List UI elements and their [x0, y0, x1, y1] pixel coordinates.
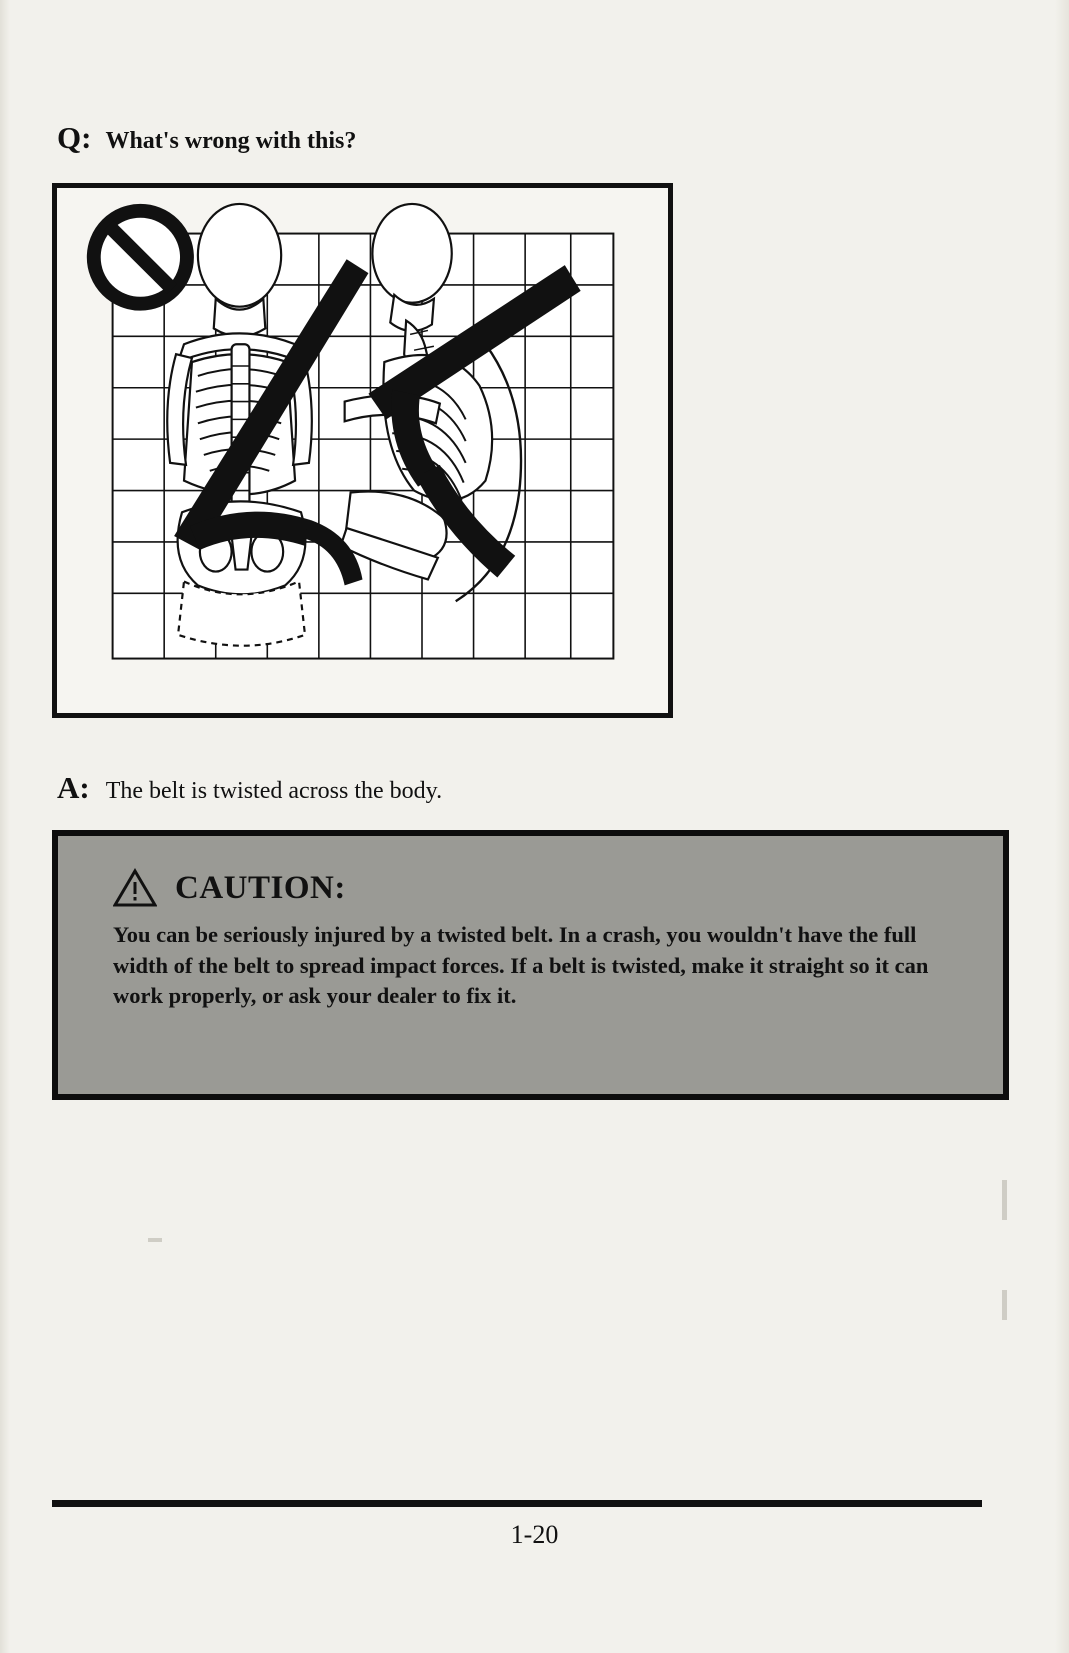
- caution-title: CAUTION:: [175, 869, 346, 906]
- caution-box: [52, 830, 1009, 1100]
- question-text: What's wrong with this?: [105, 128, 357, 154]
- question-marker: Q:: [57, 120, 92, 155]
- caution-body: You can be seriously injured by a twisted belt. In a crash, you wouldn't have the full width of the belt to spread impact forces. If a belt is twisted, make it straight so it can work properly, or ask your dealer to fix it.: [113, 922, 929, 1009]
- no-symbol: [94, 211, 187, 304]
- answer-marker: A:: [57, 770, 90, 805]
- twisted-seat-belt-skeleton-illustration: [65, 196, 660, 705]
- footer-rule: [52, 1500, 982, 1507]
- scan-speck: [148, 1238, 162, 1242]
- scan-speck: [1002, 1180, 1007, 1220]
- caution-header: [113, 868, 1003, 908]
- answer-line: [57, 770, 442, 806]
- scan-edge-right: [1055, 0, 1069, 1653]
- question-line: [57, 120, 356, 156]
- warning-triangle-icon: [113, 868, 157, 908]
- scan-edge-left: [0, 0, 10, 1653]
- page-number: 1-20: [510, 1520, 559, 1549]
- answer-text: The belt is twisted across the body.: [105, 778, 443, 804]
- scan-speck: [1002, 1290, 1007, 1320]
- figure-inner: [65, 196, 660, 705]
- figure-frame: [52, 183, 673, 718]
